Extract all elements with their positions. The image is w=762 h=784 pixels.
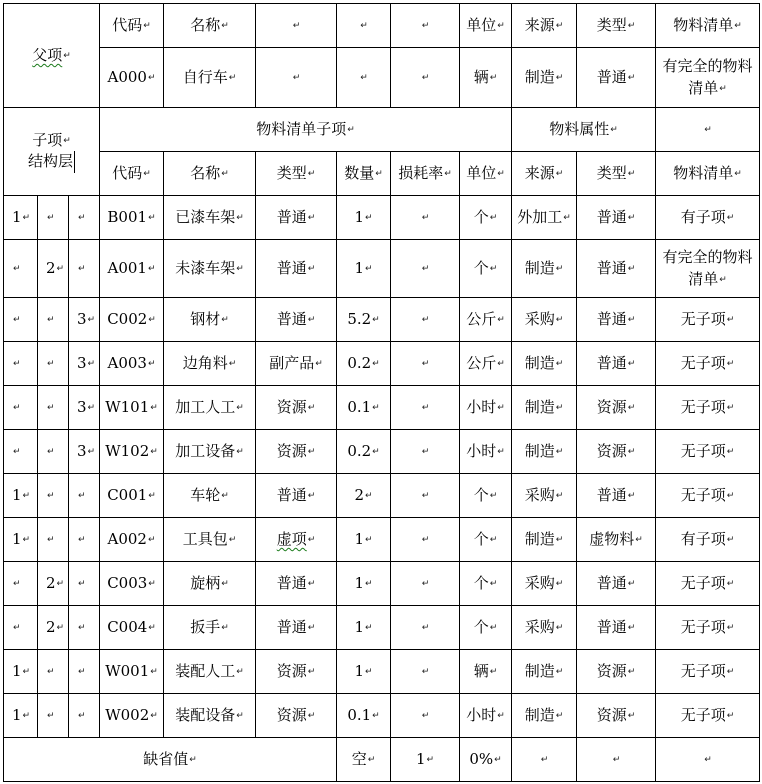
defaults-blank-mtype: ↵ [656,738,760,782]
level-3-cell: ↵ [69,606,100,650]
level-1-cell: ↵ [4,386,38,430]
item-quantity: 5.2↵ [337,298,391,342]
item-material-type: 普通↵ [577,298,656,342]
child-header-mtype: 类型↵ [577,152,656,196]
item-quantity: 0.2↵ [337,342,391,386]
level-2-cell: ↵ [38,518,69,562]
parent-header-blank-2: ↵ [337,4,391,48]
parent-header-code: 代码↵ [100,4,164,48]
level-number: 1 [12,530,22,548]
item-type: 普通↵ [256,562,337,606]
level-1-cell: ↵ [4,342,38,386]
child-label-line2: 结构层 [28,152,74,170]
child-header-code: 代码↵ [100,152,164,196]
item-name: 装配人工↵ [164,650,256,694]
level-3-cell: 3↵ [69,386,100,430]
item-material-type: 普通↵ [577,342,656,386]
child-header-name: 名称↵ [164,152,256,196]
level-3-cell: ↵ [69,518,100,562]
bom-document [3,3,759,781]
child-header-qty: 数量↵ [337,152,391,196]
item-code: B001↵ [100,196,164,240]
item-bom-status: 有子项↵ [656,518,760,562]
item-type: 资源↵ [256,694,337,738]
item-source: 制造↵ [512,430,577,474]
bom-row [4,342,760,386]
item-loss-rate: ↵ [391,474,460,518]
item-unit: 小时↵ [460,694,512,738]
item-code: W101↵ [100,386,164,430]
item-material-type: 普通↵ [577,196,656,240]
level-3-cell: ↵ [69,650,100,694]
defaults-blank-unit: ↵ [512,738,577,782]
bom-row [4,562,760,606]
item-quantity: 1↵ [337,240,391,298]
item-code: A003↵ [100,342,164,386]
child-header-loss: 损耗率↵ [391,152,460,196]
parent-blank-2: ↵ [337,48,391,108]
item-source: 制造↵ [512,342,577,386]
defaults-row [4,738,760,782]
level-2-cell: ↵ [38,196,69,240]
parent-blank-1: ↵ [256,48,337,108]
item-quantity: 2↵ [337,474,391,518]
level-number: 2 [46,618,56,636]
item-quantity: 1↵ [337,196,391,240]
level-2-cell: ↵ [38,342,69,386]
item-loss-rate: ↵ [391,606,460,650]
level-number: 3 [77,310,87,328]
bom-row [4,430,760,474]
item-unit: 小时↵ [460,386,512,430]
child-header-bom: 物料清单↵ [656,152,760,196]
item-unit: 公斤↵ [460,298,512,342]
bom-row [4,196,760,240]
item-quantity: 1↵ [337,562,391,606]
item-name: 装配设备↵ [164,694,256,738]
defaults-type: 空↵ [337,738,391,782]
level-2-cell: ↵ [38,430,69,474]
level-2-cell: ↵ [38,474,69,518]
item-quantity: 1↵ [337,606,391,650]
item-type: 普通↵ [256,240,337,298]
parent-type: 普通↵ [577,48,656,108]
parent-label-cell: 父项↵ [4,4,100,108]
item-name: 未漆车架↵ [164,240,256,298]
bom-row [4,650,760,694]
item-quantity: 1↵ [337,650,391,694]
item-material-type: 普通↵ [577,240,656,298]
level-1-cell: ↵ [4,298,38,342]
parent-header-type: 类型↵ [577,4,656,48]
item-name: 扳手↵ [164,606,256,650]
item-loss-rate: ↵ [391,342,460,386]
item-material-type: 虚物料↵ [577,518,656,562]
bom-table [3,3,760,782]
item-quantity: 0.2↵ [337,430,391,474]
item-name: 加工设备↵ [164,430,256,474]
item-loss-rate: ↵ [391,562,460,606]
level-number: 1 [12,208,22,226]
item-loss-rate: ↵ [391,650,460,694]
item-code: W102↵ [100,430,164,474]
item-bom-status: 无子项↵ [656,430,760,474]
text-cursor [74,151,75,173]
level-2-cell: 2↵ [38,562,69,606]
child-header-source: 来源↵ [512,152,577,196]
item-bom-status: 有完全的物料清单↵ [656,240,760,298]
parent-header-blank-1: ↵ [256,4,337,48]
child-label-line1: 子项 [32,131,63,149]
item-source: 制造↵ [512,386,577,430]
child-header-row [4,152,760,196]
group-blank: ↵ [656,108,760,152]
bom-row [4,386,760,430]
item-name: 车轮↵ [164,474,256,518]
level-3-cell: 3↵ [69,298,100,342]
group-attributes: 物料属性↵ [512,108,656,152]
parent-header-blank-3: ↵ [391,4,460,48]
item-source: 采购↵ [512,562,577,606]
item-unit: 辆↵ [460,650,512,694]
level-1-cell: 1↵ [4,650,38,694]
item-source: 制造↵ [512,694,577,738]
level-number: 2 [46,259,56,277]
item-bom-status: 无子项↵ [656,606,760,650]
level-3-cell: ↵ [69,196,100,240]
item-type: 普通↵ [256,298,337,342]
item-name: 加工人工↵ [164,386,256,430]
item-code: C003↵ [100,562,164,606]
level-number: 3 [77,442,87,460]
parent-bom: 有完全的物料清单↵ [656,48,760,108]
item-source: 采购↵ [512,298,577,342]
item-code: A001↵ [100,240,164,298]
item-type: 虚项↵ [256,518,337,562]
group-bom-child: 物料清单子项↵ [100,108,512,152]
item-unit: 个↵ [460,474,512,518]
parent-name: 自行车↵ [164,48,256,108]
item-quantity: 0.1↵ [337,386,391,430]
level-1-cell: 1↵ [4,518,38,562]
item-material-type: 普通↵ [577,562,656,606]
defaults-qty: 1↵ [391,738,460,782]
item-name: 旋柄↵ [164,562,256,606]
item-bom-status: 无子项↵ [656,650,760,694]
item-material-type: 资源↵ [577,650,656,694]
bom-row [4,298,760,342]
parent-header-name: 名称↵ [164,4,256,48]
level-number: 2 [46,574,56,592]
item-material-type: 资源↵ [577,694,656,738]
defaults-label: 缺省值↵ [4,738,337,782]
defaults-blank-source: ↵ [577,738,656,782]
level-3-cell: 3↵ [69,430,100,474]
level-number: 3 [77,398,87,416]
bom-row [4,518,760,562]
item-loss-rate: ↵ [391,518,460,562]
item-bom-status: 无子项↵ [656,474,760,518]
level-3-cell: ↵ [69,474,100,518]
item-source: 制造↵ [512,518,577,562]
item-quantity: 1↵ [337,518,391,562]
item-name: 边角料↵ [164,342,256,386]
level-3-cell: 3↵ [69,342,100,386]
item-type: 资源↵ [256,386,337,430]
item-material-type: 普通↵ [577,474,656,518]
level-number: 1 [12,486,22,504]
bom-row [4,474,760,518]
item-type: 普通↵ [256,474,337,518]
parent-label: 父项 [32,46,63,64]
level-2-cell: 2↵ [38,240,69,298]
parent-source: 制造↵ [512,48,577,108]
bom-row [4,694,760,738]
level-1-cell: 1↵ [4,474,38,518]
item-bom-status: 无子项↵ [656,562,760,606]
level-1-cell: 1↵ [4,196,38,240]
item-loss-rate: ↵ [391,694,460,738]
level-3-cell: ↵ [69,694,100,738]
level-1-cell: ↵ [4,562,38,606]
level-2-cell: ↵ [38,386,69,430]
item-type: 资源↵ [256,430,337,474]
defaults-loss: 0%↵ [460,738,512,782]
item-material-type: 资源↵ [577,430,656,474]
parent-unit: 辆↵ [460,48,512,108]
item-source: 制造↵ [512,240,577,298]
child-group-row [4,108,760,152]
parent-header-bom: 物料清单↵ [656,4,760,48]
item-source: 采购↵ [512,474,577,518]
level-number: 1 [12,706,22,724]
item-code: C004↵ [100,606,164,650]
level-2-cell: ↵ [38,694,69,738]
parent-blank-3: ↵ [391,48,460,108]
item-name: 工具包↵ [164,518,256,562]
item-loss-rate: ↵ [391,196,460,240]
item-code: C001↵ [100,474,164,518]
item-type: 副产品↵ [256,342,337,386]
item-type: 资源↵ [256,650,337,694]
level-3-cell: ↵ [69,240,100,298]
item-loss-rate: ↵ [391,386,460,430]
item-code: A002↵ [100,518,164,562]
item-code: W001↵ [100,650,164,694]
item-unit: 小时↵ [460,430,512,474]
level-1-cell: ↵ [4,430,38,474]
item-name: 已漆车架↵ [164,196,256,240]
item-bom-status: 有子项↵ [656,196,760,240]
level-1-cell: 1↵ [4,694,38,738]
item-unit: 公斤↵ [460,342,512,386]
child-header-unit: 单位↵ [460,152,512,196]
parent-header-unit: 单位↵ [460,4,512,48]
item-unit: 个↵ [460,240,512,298]
parent-header-source: 来源↵ [512,4,577,48]
item-bom-status: 无子项↵ [656,342,760,386]
level-2-cell: 2↵ [38,606,69,650]
item-material-type: 普通↵ [577,606,656,650]
item-bom-status: 无子项↵ [656,386,760,430]
item-bom-status: 无子项↵ [656,694,760,738]
level-number: 3 [77,354,87,372]
parent-code: A000↵ [100,48,164,108]
item-code: W002↵ [100,694,164,738]
item-unit: 个↵ [460,606,512,650]
parent-header-row [4,4,760,48]
item-source: 外加工↵ [512,196,577,240]
child-header-type: 类型↵ [256,152,337,196]
level-3-cell: ↵ [69,562,100,606]
item-type: 普通↵ [256,606,337,650]
child-label-cell: 子项↵ 结构层 [4,108,100,196]
item-material-type: 资源↵ [577,386,656,430]
bom-child-rows [4,196,760,738]
item-code: C002↵ [100,298,164,342]
parent-row [4,48,760,108]
item-loss-rate: ↵ [391,240,460,298]
level-number: 1 [12,662,22,680]
item-quantity: 0.1↵ [337,694,391,738]
item-source: 制造↵ [512,650,577,694]
item-unit: 个↵ [460,518,512,562]
level-2-cell: ↵ [38,650,69,694]
level-1-cell: ↵ [4,240,38,298]
item-loss-rate: ↵ [391,430,460,474]
bom-row [4,240,760,298]
item-bom-status: 无子项↵ [656,298,760,342]
item-name: 钢材↵ [164,298,256,342]
item-loss-rate: ↵ [391,298,460,342]
level-1-cell: ↵ [4,606,38,650]
item-unit: 个↵ [460,562,512,606]
item-type: 普通↵ [256,196,337,240]
level-2-cell: ↵ [38,298,69,342]
item-unit: 个↵ [460,196,512,240]
item-source: 采购↵ [512,606,577,650]
bom-row [4,606,760,650]
